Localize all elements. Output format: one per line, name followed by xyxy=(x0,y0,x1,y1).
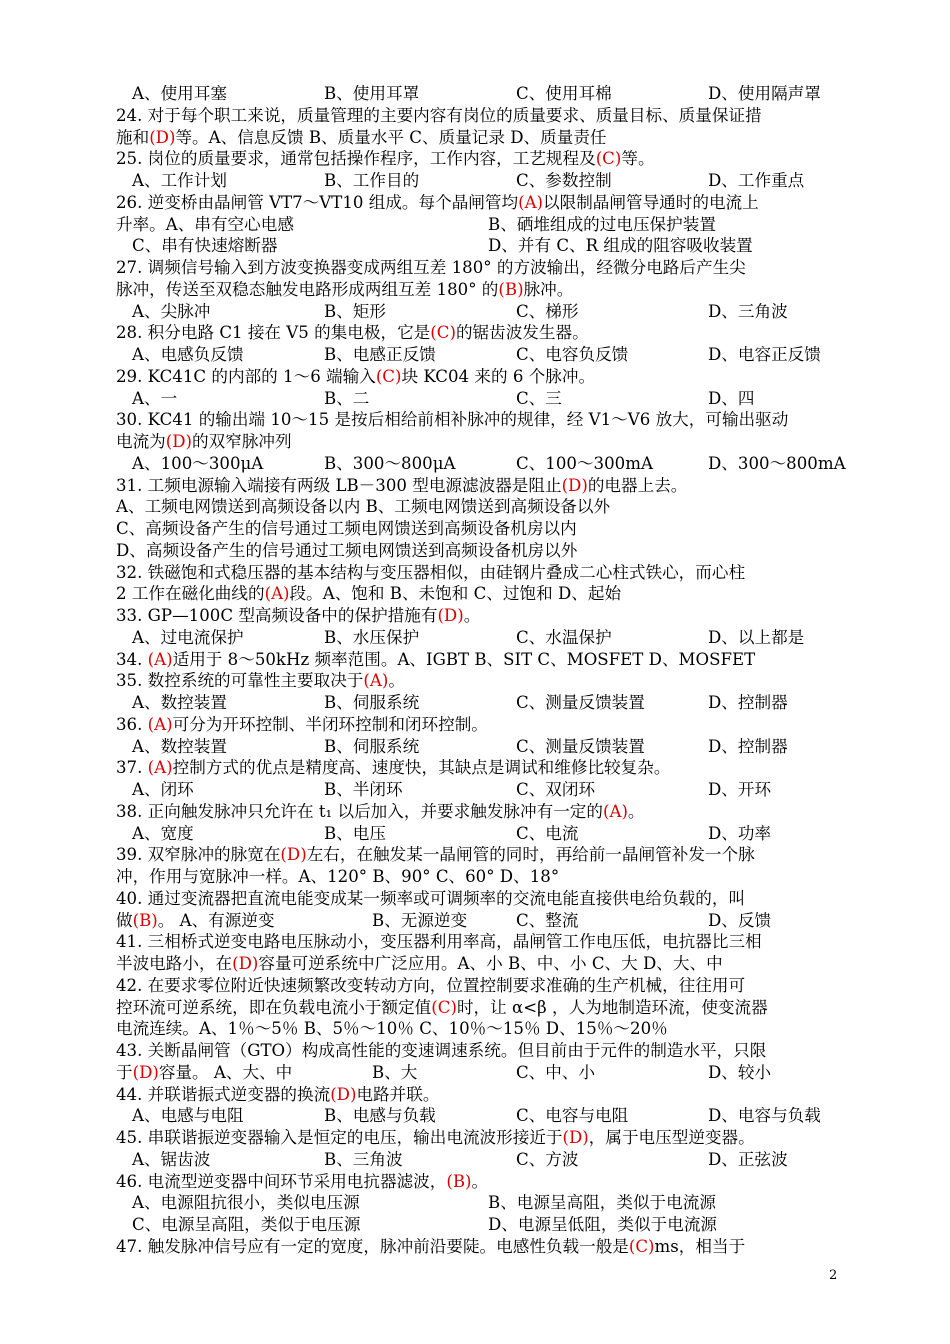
text-segment: 的锯齿波发生器。 xyxy=(455,323,589,343)
options-row xyxy=(116,1149,838,1171)
text-segment: 。 xyxy=(471,1171,489,1191)
answer-mark: (D) xyxy=(330,1084,357,1104)
text-line xyxy=(116,475,838,497)
text-segment: 40. 通过变流器把直流电能变成某一频率或可调频率的交流电能直接供电给负载的，叫 xyxy=(116,888,746,908)
text-line xyxy=(116,757,838,779)
option-choice: A、使用耳塞 xyxy=(132,84,227,103)
option-choice: B、使用耳罩 xyxy=(324,84,420,103)
text-line xyxy=(116,148,838,170)
options-row xyxy=(116,1192,838,1214)
text-segment: 2 工作在磁化曲线的 xyxy=(116,584,265,604)
answer-mark: (D) xyxy=(165,432,193,451)
text-line xyxy=(116,279,838,301)
text-segment: 27. 调频信号输入到方波变换器变成两组互差 180° 的方波输出，经微分电路后产生尖 xyxy=(116,258,746,277)
option-choice: C、电容负反馈 xyxy=(516,345,629,364)
text-segment: 升率。A、串有空心电感 xyxy=(116,214,294,234)
text-segment: C、高频设备产生的信号通过工频电网馈送到高频设备机房以内 xyxy=(116,519,577,538)
options-row xyxy=(116,388,838,410)
option-choice: A、宽度 xyxy=(132,823,194,843)
option-choice: C、电源呈高阻，类似于电压源 xyxy=(132,1215,361,1234)
options-row xyxy=(116,823,838,845)
option-choice: D、电容正反馈 xyxy=(708,345,821,364)
option-choice: B、工作目的 xyxy=(324,171,420,190)
option-choice: D、开环 xyxy=(708,780,772,799)
text-line xyxy=(116,714,838,736)
text-line xyxy=(116,1084,838,1106)
option-choice: D、300～800mA xyxy=(708,453,846,473)
text-segment: 37. xyxy=(116,758,148,778)
text-segment: 施和 xyxy=(116,127,150,147)
answer-mark: (D) xyxy=(232,954,259,973)
text-line xyxy=(116,540,838,562)
text-segment: 30. KC41 的输出端 10～15 是按后相给前相补脉冲的规律，经 V1～V6 放大，可输出驱动 xyxy=(116,410,789,430)
option-choice: C、参数控制 xyxy=(516,171,612,190)
text-line xyxy=(116,366,838,388)
options-row xyxy=(116,344,838,366)
answer-mark: (A) xyxy=(602,801,628,821)
answer-mark: (D) xyxy=(561,475,588,495)
text-segment: 控制方式的优点是精度高、速度快，其缺点是调试和维修比较复杂。 xyxy=(172,758,671,778)
text-line xyxy=(116,670,838,692)
text-segment: 44. 并联谐振式逆变器的换流 xyxy=(116,1084,331,1104)
text-line xyxy=(116,975,838,997)
option-choice: A、电源阻抗很小，类似电压源 xyxy=(132,1193,360,1213)
text-segment: 24. 对于每个职工来说，质量管理的主要内容有岗位的质量要求、质量目标、质量保证措 xyxy=(116,105,762,125)
option-choice: B、二 xyxy=(324,388,370,408)
text-line xyxy=(116,953,838,975)
options-row xyxy=(116,779,838,801)
options-row xyxy=(116,235,838,257)
option-choice: B、半闭环 xyxy=(324,780,403,799)
option-choice: B、水压保护 xyxy=(324,627,420,647)
answer-mark: (C) xyxy=(628,1236,655,1256)
page-number: 2 xyxy=(829,1268,838,1283)
text-line xyxy=(116,997,838,1019)
option-choice: B、无源逆变 xyxy=(372,910,468,930)
text-segment: 26. 逆变桥由晶闸管 VT7～VT10 组成。每个晶闸管均 xyxy=(116,192,519,212)
answer-mark: (D) xyxy=(149,127,176,147)
options-row xyxy=(116,692,838,714)
option-choice: A、过电流保护 xyxy=(132,627,244,647)
text-segment: 冲，作用与宽脉冲一样。A、120° B、90° C、60° D、18° xyxy=(116,867,560,886)
text-segment: 的电器上去。 xyxy=(587,475,688,495)
option-choice: C、测量反馈装置 xyxy=(516,693,645,712)
option-choice: D、三角波 xyxy=(708,301,788,321)
text-line xyxy=(116,605,838,627)
option-choice: C、中、小 xyxy=(516,1062,596,1082)
option-choice: D、控制器 xyxy=(708,693,788,712)
option-choice: A、数控装置 xyxy=(132,693,227,712)
text-segment: 。 xyxy=(463,606,481,625)
text-segment: 29. KC41C 的内部的 1～6 端输入 xyxy=(116,366,376,386)
text-segment: 脉冲，传送至双稳态触发电路形成两组互差 180° 的 xyxy=(116,279,499,299)
question-text-body xyxy=(116,83,846,1258)
option-choice: A、锯齿波 xyxy=(132,1149,211,1169)
text-segment: 36. xyxy=(116,714,148,734)
option-choice: D、电源呈低阻，类似于电流源 xyxy=(488,1215,718,1234)
option-choice: C、使用耳棉 xyxy=(516,84,612,103)
text-segment xyxy=(116,910,275,932)
text-line xyxy=(116,496,838,518)
text-segment: 控环流可逆系统，即在负载电流小于额定值 xyxy=(116,997,432,1017)
option-choice: C、整流 xyxy=(516,910,579,930)
text-segment: 33. GP—100C 型高频设备中的保护措施有 xyxy=(116,606,438,625)
option-choice: A、电感负反馈 xyxy=(132,345,244,364)
text-segment: 适用于 8～50kHz 频率范围。A、IGBT B、SIT C、MOSFET D、MOSFET xyxy=(172,649,756,669)
answer-mark: (D) xyxy=(437,606,464,625)
text-segment: 容量。 A、大、中 xyxy=(158,1062,293,1082)
text-line xyxy=(116,583,838,605)
option-choice: C、电流 xyxy=(516,823,579,843)
options-row xyxy=(116,1214,838,1236)
option-choice: A、一 xyxy=(132,388,178,408)
options-row xyxy=(116,1062,838,1084)
options-row xyxy=(116,214,838,236)
answer-mark: (C) xyxy=(595,149,622,169)
text-segment: 34. xyxy=(116,649,148,669)
option-choice: B、伺服系统 xyxy=(324,736,420,756)
text-segment: 25. 岗位的质量要求，通常包括操作程序，工作内容，工艺规程及 xyxy=(116,149,596,169)
text-segment: 32. 铁磁饱和式稳压器的基本结构与变压器相似，由硅钢片叠成二心柱式铁心，而心柱 xyxy=(116,562,746,582)
text-line xyxy=(116,931,838,953)
text-segment: 电流连续。A、1％～5％ B、5％～10％ C、10％～15％ D、15％～20％ xyxy=(116,1019,668,1039)
text-segment: 电流为 xyxy=(116,432,166,451)
text-line xyxy=(116,192,838,214)
text-line xyxy=(116,1018,838,1040)
text-segment: 。 A、有源逆变 xyxy=(157,910,275,930)
answer-mark: (A) xyxy=(147,758,173,778)
text-line xyxy=(116,409,838,431)
answer-mark: (B) xyxy=(498,279,524,299)
text-segment: 以限制晶闸管导通时的电流上 xyxy=(543,192,759,212)
text-line xyxy=(116,105,838,127)
text-line xyxy=(116,257,838,279)
option-choice: B、电感正反馈 xyxy=(324,345,436,364)
option-choice: B、伺服系统 xyxy=(324,693,420,712)
answer-mark: (B) xyxy=(446,1171,472,1191)
text-segment: 。 xyxy=(388,671,405,691)
text-segment: 电路并联。 xyxy=(356,1084,440,1104)
option-choice: D、反馈 xyxy=(708,910,772,930)
text-segment: 块 KC04 来的 6 个脉冲。 xyxy=(401,366,596,386)
text-segment: 47. 触发脉冲信号应有一定的宽度，脉冲前沿要陡。电感性负载一般是 xyxy=(116,1236,629,1256)
text-segment: 35. 数控系统的可靠性主要取决于 xyxy=(116,671,364,691)
text-segment: ms，相当于 xyxy=(654,1236,746,1256)
text-segment: 等。A、信息反馈 B、质量水平 C、质量记录 D、质量责任 xyxy=(175,127,607,147)
text-segment: 43. 关断晶闸管（GTO）构成高性能的变速调速系统。但目前由于元件的制造水平，只限 xyxy=(116,1041,767,1060)
text-line xyxy=(116,888,838,910)
options-row xyxy=(116,170,838,192)
text-line xyxy=(116,322,838,344)
text-segment: 28. 积分电路 C1 接在 V5 的集电极，它是 xyxy=(116,323,431,343)
text-line xyxy=(116,844,838,866)
text-segment: D、高频设备产生的信号通过工频电网馈送到高频设备机房以外 xyxy=(116,540,578,560)
options-row xyxy=(116,627,838,649)
text-line xyxy=(116,562,838,584)
text-segment: 45. 串联谐振逆变器输入是恒定的电压，输出电流波形接近于 xyxy=(116,1128,563,1147)
text-line xyxy=(116,1040,838,1062)
text-segment xyxy=(116,1062,292,1084)
option-choice: C、电容与电阻 xyxy=(516,1106,629,1126)
option-choice: B、硒堆组成的过电压保护装置 xyxy=(488,214,716,234)
answer-mark: (A) xyxy=(147,714,173,734)
option-choice: D、较小 xyxy=(708,1062,772,1082)
text-line xyxy=(116,1127,838,1149)
options-row xyxy=(116,736,838,758)
option-choice: D、正弦波 xyxy=(708,1149,788,1169)
text-line xyxy=(116,518,838,540)
option-choice: B、电源呈高阻，类似于电流源 xyxy=(488,1193,716,1213)
option-choice: D、工作重点 xyxy=(708,171,805,190)
answer-mark: (D) xyxy=(562,1128,589,1147)
text-segment: 的双窄脉冲列 xyxy=(192,432,292,451)
option-choice: B、电压 xyxy=(324,823,386,843)
option-choice: D、控制器 xyxy=(708,736,788,756)
option-choice: D、功率 xyxy=(708,823,772,843)
text-segment: 做 xyxy=(116,910,133,930)
option-choice: C、100～300mA xyxy=(516,453,653,473)
text-segment: 可分为开环控制、半闭环控制和闭环控制。 xyxy=(172,714,488,734)
text-segment: 。 xyxy=(627,801,645,821)
option-choice: A、工作计划 xyxy=(132,171,227,190)
option-choice: C、测量反馈装置 xyxy=(516,736,645,756)
option-choice: A、数控装置 xyxy=(132,736,227,756)
answer-mark: (A) xyxy=(147,649,173,669)
answer-mark: (C) xyxy=(430,323,456,343)
text-segment: 39. 双窄脉冲的脉宽在 xyxy=(116,845,281,865)
answer-mark: (A) xyxy=(363,671,389,691)
answer-mark: (D) xyxy=(132,1062,159,1082)
option-choice: C、双闭环 xyxy=(516,780,596,799)
text-segment: 42. 在要求零位附近快速频繁改变转动方向，位置控制要求准确的生产机械，往往用可 xyxy=(116,975,746,995)
option-choice: B、300～800μA xyxy=(324,453,456,473)
option-choice: A、100～300μA xyxy=(132,453,264,473)
option-choice: C、梯形 xyxy=(516,301,579,321)
answer-mark: (A) xyxy=(518,192,544,212)
option-choice: C、方波 xyxy=(516,1149,579,1169)
text-line xyxy=(116,649,838,671)
text-segment: 38. 正向触发脉冲只允许在 t₁ 以后加入，并要求触发脉冲有一定的 xyxy=(116,801,603,821)
option-choice: D、并有 C、R 组成的阻容吸收装置 xyxy=(488,236,753,256)
text-line xyxy=(116,801,838,823)
options-row xyxy=(116,1105,838,1127)
answer-mark: (D) xyxy=(280,845,307,865)
option-choice: B、矩形 xyxy=(324,301,386,321)
text-line xyxy=(116,431,838,453)
answer-mark: (B) xyxy=(132,910,158,930)
text-segment: 段。A、饱和 B、未饱和 C、过饱和 D、起始 xyxy=(289,584,622,604)
option-choice: C、三 xyxy=(516,388,562,408)
text-line xyxy=(116,1236,838,1258)
option-choice: A、闭环 xyxy=(132,780,194,799)
option-choice: D、使用隔声罩 xyxy=(708,84,821,103)
option-choice: B、大 xyxy=(372,1062,418,1082)
text-segment: 31. 工频电源输入端接有两级 LB－300 型电源滤波器是阻止 xyxy=(116,475,562,495)
text-line xyxy=(116,866,838,888)
text-segment: A、工频电网馈送到高频设备以内 B、工频电网馈送到高频设备以外 xyxy=(116,497,611,517)
answer-mark: (C) xyxy=(431,997,457,1017)
text-segment: 脉冲。 xyxy=(523,279,574,299)
option-choice: A、电感与电阻 xyxy=(132,1106,244,1126)
option-choice: C、串有快速熔断器 xyxy=(132,236,278,256)
text-segment: 时，让 α<β ，人为地制造环流，使变流器 xyxy=(456,997,768,1017)
option-choice: D、以上都是 xyxy=(708,627,805,647)
options-row xyxy=(116,301,838,323)
text-line xyxy=(116,1171,838,1193)
text-segment: 半波电路小，在 xyxy=(116,954,233,973)
text-segment: 46. 电流型逆变器中间环节采用电抗器滤波， xyxy=(116,1171,447,1191)
text-segment: 41. 三相桥式逆变电路电压脉动小，变压器利用率高，晶闸管工作电压低，电抗器比三相 xyxy=(116,932,762,952)
option-choice: D、电容与负载 xyxy=(708,1106,821,1126)
text-line xyxy=(116,127,838,149)
text-segment: 于 xyxy=(116,1062,133,1082)
text-segment: ，属于电压型逆变器。 xyxy=(588,1128,755,1147)
option-choice: C、水温保护 xyxy=(516,627,612,647)
text-segment: 左右，在触发某一晶闸管的同时，再给前一晶闸管补发一个脉 xyxy=(306,845,755,865)
option-choice: A、尖脉冲 xyxy=(132,301,211,321)
option-choice: B、电感与负载 xyxy=(324,1106,436,1126)
options-row xyxy=(116,910,838,932)
options-row xyxy=(116,453,846,475)
text-segment: 容量可逆系统中广泛应用。A、小 B、中、小 C、大 D、大、中 xyxy=(258,954,723,973)
answer-mark: (C) xyxy=(375,366,402,386)
text-segment: 等。 xyxy=(621,149,655,169)
answer-mark: (A) xyxy=(264,584,290,604)
options-row xyxy=(116,83,838,105)
option-choice: D、四 xyxy=(708,388,755,408)
option-choice: B、三角波 xyxy=(324,1149,403,1169)
